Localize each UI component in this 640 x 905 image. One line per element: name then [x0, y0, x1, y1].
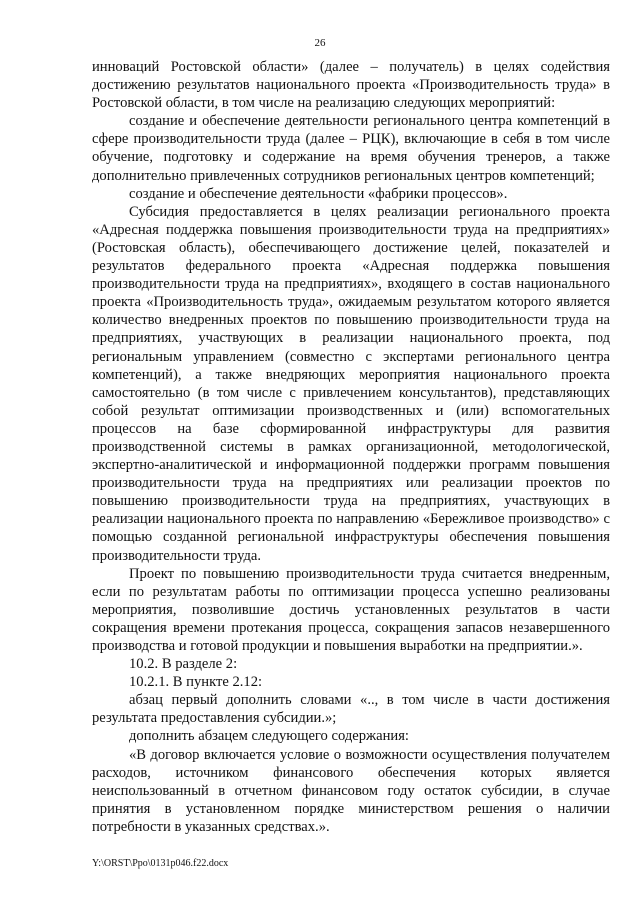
document-body: [92, 58, 610, 836]
paragraph: абзац первый дополнить словами «.., в том числе в части достижения результата предоставления субсидии.»;: [92, 692, 610, 727]
paragraph: Проект по повышению производительности труда считается внедренным, если по результатам работы по оптимизации процесса успешно реализованы мероприятия, позволившие достичь установленных результатов в части сокращения времени протекания процесса, сокращения запасов незавершенного производства и готовой продукции и повышения выработки на предприятии.».: [92, 565, 610, 654]
paragraph: 10.2. В разделе 2:: [129, 656, 238, 673]
paragraph: Субсидия предоставляется в целях реализации регионального проекта «Адресная поддержка повышения производительности труда на предприятиях» (Ростовская область), обеспечивающего достижение целей, показателей и результатов федерального проекта «Адресная поддержка повышения производительности труда на предприятиях», входящего в состав национального проекта «Производительность труда», ожидаемым результатом которого является количество внедренных проектов по повышению производительности труда на предприятиях, участвующих в реализации национального проекта, под региональным управлением (совместно с экспертами регионального центра компетенций), а также внедряющих мероприятия национального проекта самостоятельно (в том числе с привлечением консультантов), представляющих собой результат оптимизации производственных и (или) вспомогательных процессов на базе сформированной инфраструктуры для развития производственной системы в рамках организационной, методологической, экспертно-аналитической и информационной поддержки программ повышения производительности труда на предприятиях или реализации проектов по повышению производительности труда на предприятиях, участвующих в реализации национального проекта по направлению «Бережливое производство» с помощью созданной региональной инфраструктуры обеспечения повышения производительности труда.: [92, 203, 610, 564]
paragraph: 10.2.1. В пункте 2.12:: [129, 674, 263, 691]
paragraph: «В договор включается условие о возможности осуществления получателем расходов, источником финансового обеспечения которых является неиспользованный в отчетном финансовом году остаток субсидии, в случае принятия в установленном порядке министерством решения о наличии потребности в указанных средствах.».: [92, 746, 610, 835]
paragraph: инноваций Ростовской области» (далее – получатель) в целях содействия достижению результатов национального проекта «Производительность труда» в Ростовской области, в том числе на реализацию следующих мероприятий:: [92, 59, 610, 112]
paragraph: создание и обеспечение деятельности «фабрики процессов».: [129, 185, 508, 202]
page-number: 26: [314, 37, 326, 49]
paragraph: дополнить абзацем следующего содержания:: [129, 728, 409, 745]
paragraph: создание и обеспечение деятельности регионального центра компетенций в сфере производительности труда (далее – РЦК), включающие в себя в том числе обучение, подготовку и содержание на время обучения тренеров, а также дополнительно привлеченных сотрудников региональных центров компетенций;: [92, 113, 610, 184]
footer-file-path: Y:\ORST\Ppo\0131p046.f22.docx: [92, 858, 229, 869]
